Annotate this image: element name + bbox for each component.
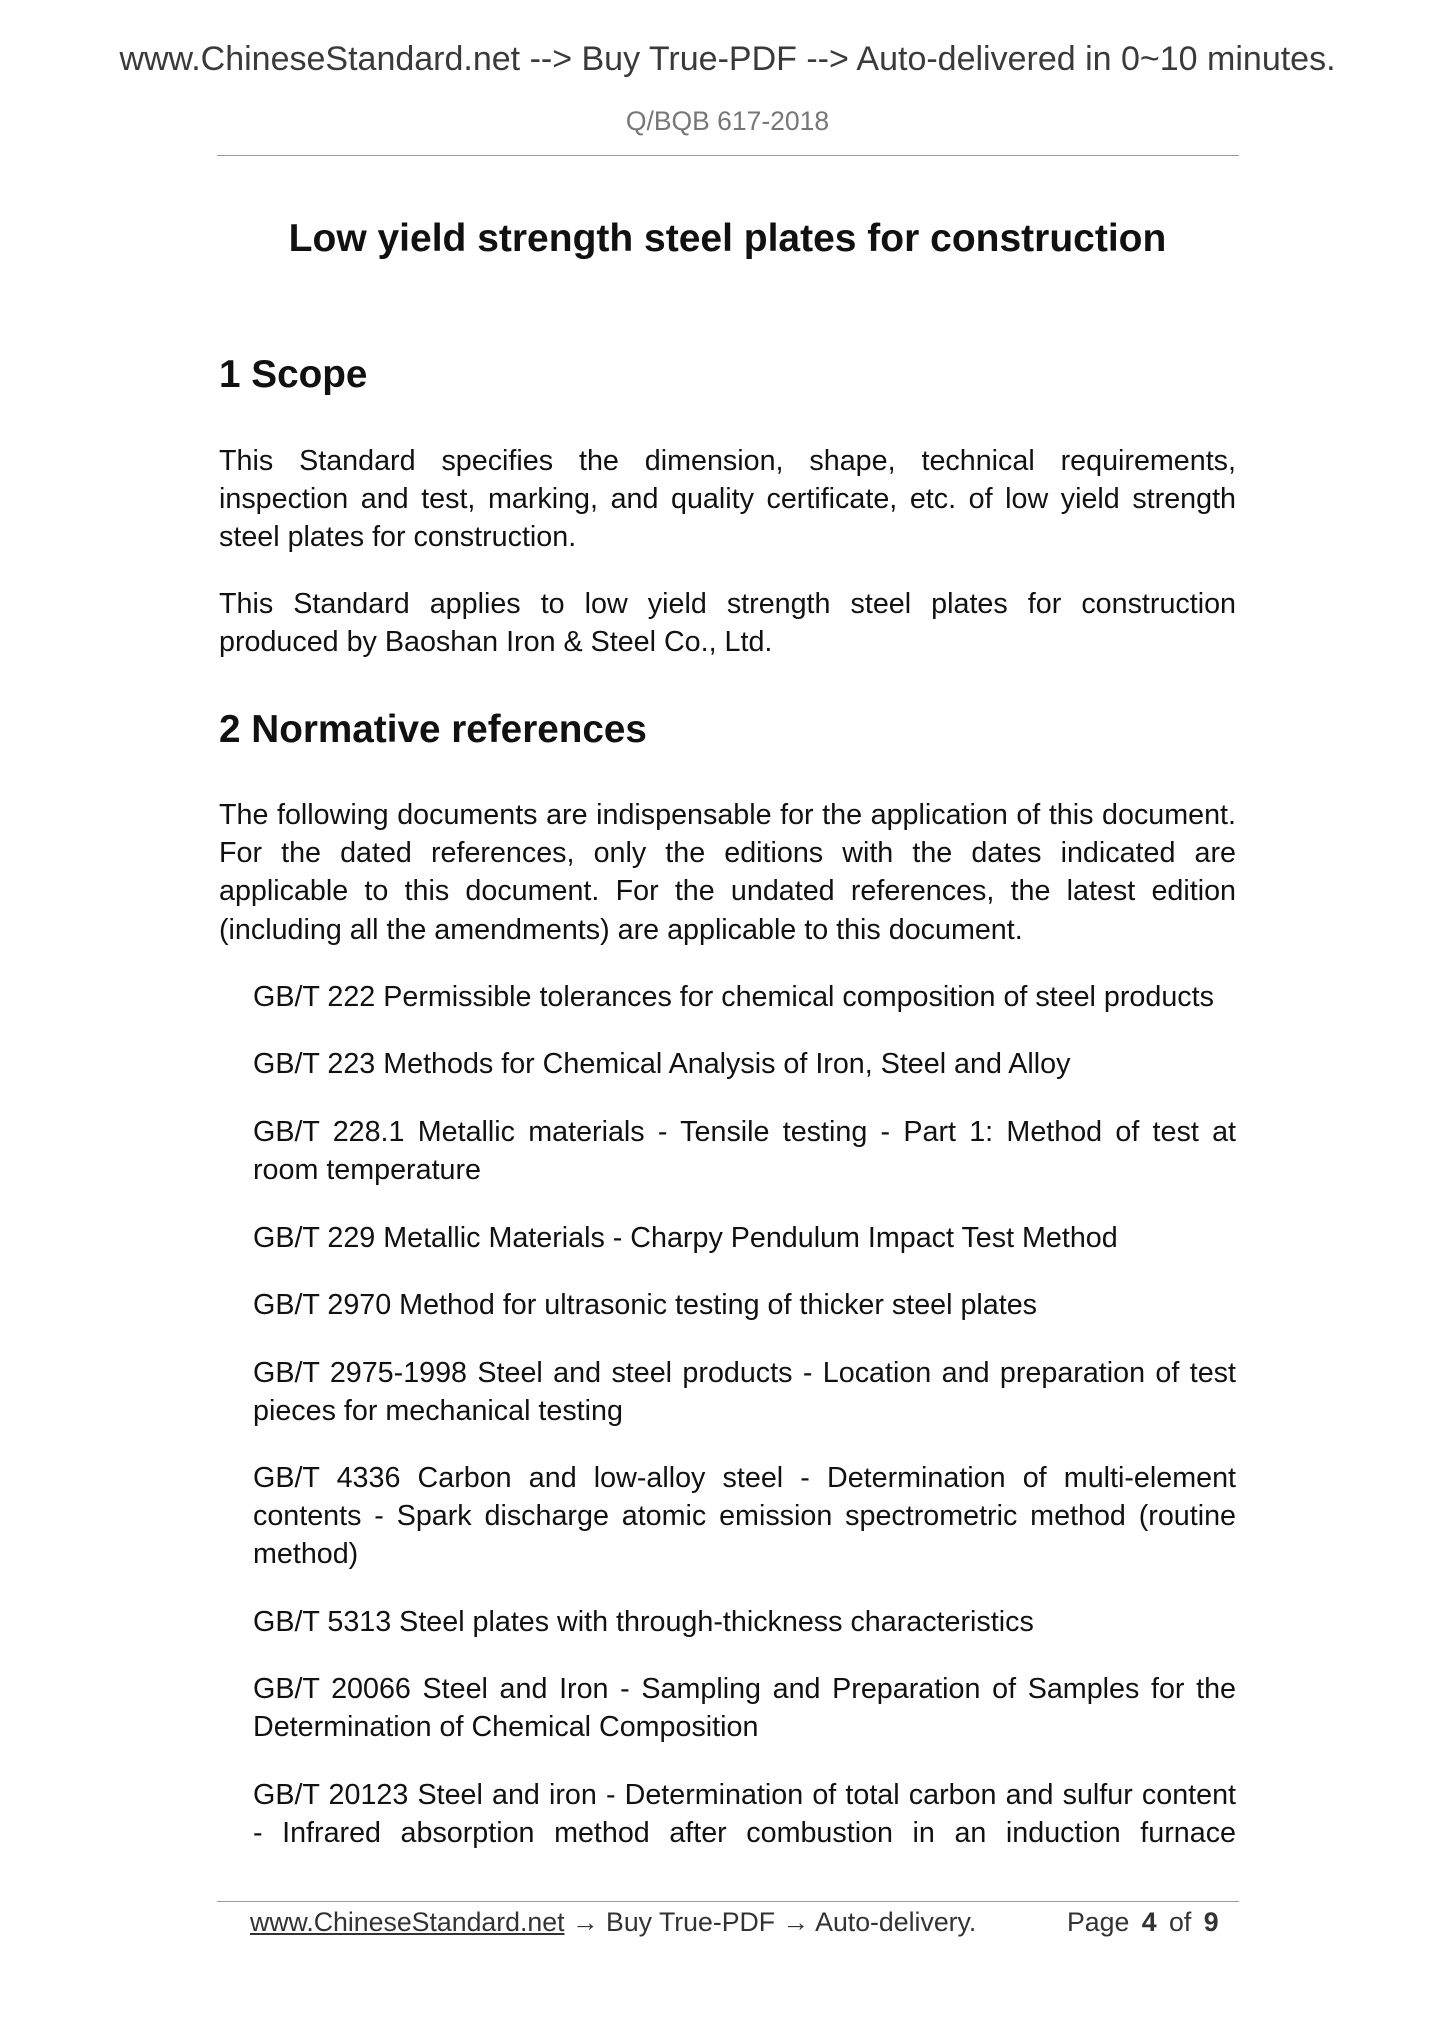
- paragraph-line: steel plates for construction.: [219, 520, 577, 553]
- paragraph-line: This Standard specifies the dimension, shape, technical requirements,: [219, 444, 1236, 477]
- reference-line: Determination of Chemical Composition: [253, 1711, 759, 1744]
- intro-paragraph: [219, 796, 1236, 948]
- scope-paragraph: [219, 585, 1236, 661]
- section-heading-normative-references: 2 Normative references: [219, 707, 647, 751]
- reference-list: [219, 978, 1236, 1852]
- reference-line: GB/T 229 Metallic Materials - Charpy Pendulum Impact Test Method: [253, 1221, 1118, 1254]
- reference-item: [253, 1670, 1236, 1746]
- section-heading-scope: 1 Scope: [219, 353, 368, 396]
- page-indicator: [1067, 1906, 1219, 1938]
- reference-line: GB/T 223 Methods for Chemical Analysis of Iron, Steel and Alloy: [253, 1048, 1071, 1081]
- paragraph-line: The following documents are indispensable for the application of this document.: [219, 799, 1236, 832]
- reference-item: [253, 978, 1236, 1016]
- reference-line: GB/T 228.1 Metallic materials - Tensile testing - Part 1: Method of test at: [253, 1115, 1236, 1148]
- paragraph-line: This Standard applies to low yield strength steel plates for construction: [219, 588, 1236, 621]
- reference-item: [253, 1776, 1236, 1852]
- reference-line: - Infrared absorption method after combustion in an induction furnace: [253, 1816, 1236, 1849]
- reference-item: [253, 1219, 1236, 1257]
- reference-line: GB/T 222 Permissible tolerances for chemical composition of steel products: [253, 981, 1214, 1013]
- reference-item: [253, 1045, 1236, 1083]
- document-title: Low yield strength steel plates for construction: [288, 217, 1167, 260]
- footer-rule: [217, 1901, 1239, 1902]
- document-body: [219, 352, 1236, 1881]
- scope-paragraph: [219, 442, 1236, 556]
- reference-line: pieces for mechanical testing: [253, 1394, 623, 1427]
- paragraph-line: For the dated references, only the editions with the dates indicated are: [219, 837, 1236, 870]
- reference-line: GB/T 20123 Steel and iron - Determination of total carbon and sulfur content: [253, 1778, 1236, 1811]
- paragraph-line: produced by Baoshan Iron & Steel Co., Ltd.: [219, 626, 773, 659]
- reference-item: [253, 1603, 1236, 1641]
- page-total: 9: [1203, 1907, 1219, 1937]
- reference-line: room temperature: [253, 1154, 482, 1187]
- page-number: 4: [1141, 1907, 1157, 1937]
- reference-line: GB/T 2975-1998 Steel and steel products - Location and preparation of test: [253, 1356, 1236, 1389]
- promo-banner: www.ChineseStandard.net --> Buy True-PDF --> Auto-delivered in 0~10 minutes.: [119, 40, 1336, 78]
- reference-line: GB/T 2970 Method for ultrasonic testing of thicker steel plates: [253, 1289, 1038, 1322]
- section-scope: [219, 352, 1236, 662]
- reference-item: [253, 1459, 1236, 1573]
- reference-line: contents - Spark discharge atomic emission spectrometric method (routine: [253, 1500, 1236, 1533]
- reference-item: [253, 1113, 1236, 1189]
- section-normative-references: [219, 707, 1236, 1852]
- reference-line: GB/T 5313 Steel plates with through-thickness characteristics: [253, 1605, 1034, 1638]
- reference-item: [253, 1286, 1236, 1324]
- standard-code: Q/BQB 617-2018: [625, 106, 830, 136]
- footer-tagline: → Buy True-PDF → Auto-delivery.: [571, 1907, 977, 1937]
- reference-line: GB/T 20066 Steel and Iron - Sampling and Preparation of Samples for the: [253, 1673, 1236, 1706]
- page-label: Page: [1067, 1907, 1130, 1937]
- footer-site-link[interactable]: www.ChineseStandard.net: [250, 1907, 565, 1937]
- footer-promo: [250, 1906, 976, 1938]
- reference-item: [253, 1354, 1236, 1430]
- header-rule: [217, 155, 1239, 156]
- reference-line: GB/T 4336 Carbon and low-alloy steel - Determination of multi-element: [253, 1462, 1236, 1495]
- paragraph-line: (including all the amendments) are applicable to this document.: [219, 913, 1023, 946]
- paragraph-line: inspection and test, marking, and quality certificate, etc. of low yield strength: [219, 482, 1236, 515]
- paragraph-line: applicable to this document. For the undated references, the latest edition: [219, 875, 1236, 908]
- of-label: of: [1169, 1907, 1192, 1937]
- reference-line: method): [253, 1538, 359, 1571]
